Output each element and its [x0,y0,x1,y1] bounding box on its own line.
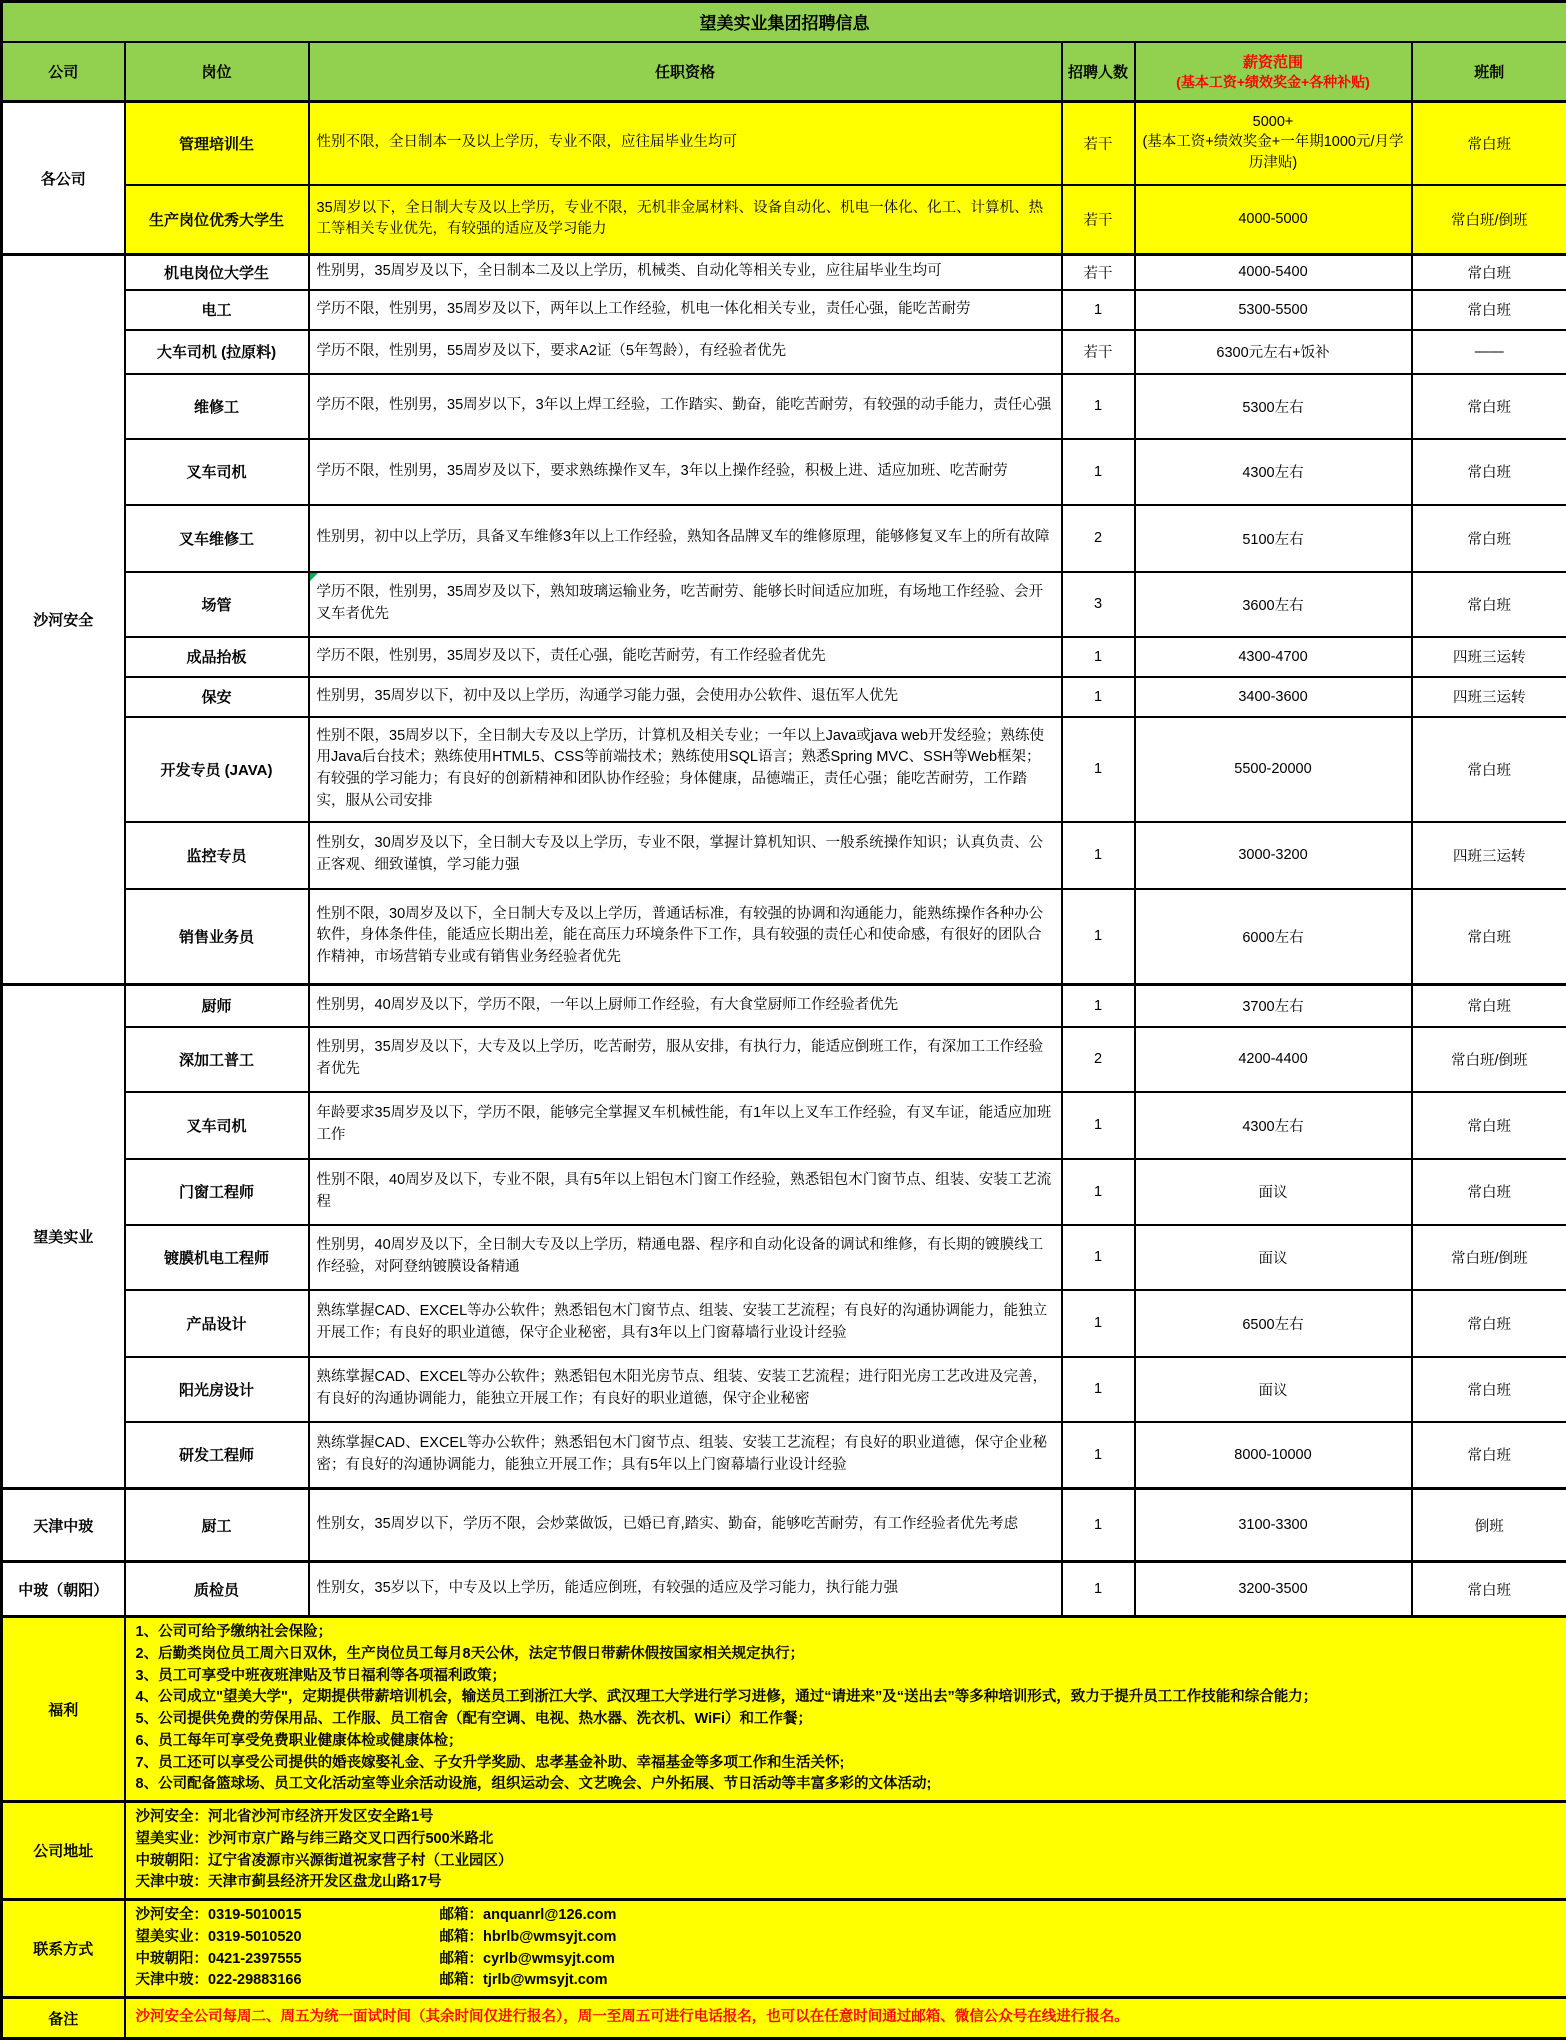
position-cell: 叉车维修工 [125,505,309,572]
salary-cell: 3100-3300 [1135,1489,1412,1562]
qualification-cell: 学历不限，性别男，35周岁及以下，要求熟练操作叉车，3年以上操作经验，积极上进、适应加班、吃苦耐劳 [309,439,1062,505]
welfare-item: 4、公司成立"望美大学"，定期提供带薪培训机会，输送员工到浙江大学、武汉理工大学进行学习进修，通过“请进来”及“送出去”等多种培训形式，致力于提升员工工作技能和综合能力； [136,1687,1557,1709]
salary-cell: 3200-3500 [1135,1562,1412,1617]
position-cell: 叉车司机 [125,1092,309,1159]
headcount-cell: 1 [1062,1357,1135,1422]
job-row [2,1027,1566,1092]
job-row [2,290,1566,330]
job-row [2,889,1566,985]
shift-cell: 常白班 [1412,439,1566,505]
position-cell: 门窗工程师 [125,1159,309,1225]
welfare-item: 3、员工可享受中班夜班津贴及节日福利等各项福利政策； [136,1666,1557,1688]
shift-cell: 常白班 [1412,1562,1566,1617]
sheet-title: 望美实业集团招聘信息 [2,2,1566,42]
contact-email: 邮箱：anquanrl@126.com [440,1907,617,1923]
salary-line2: (基本工资+绩效奖金+一年期1000元/月学历津贴) [1138,130,1409,172]
shift-cell: 常白班 [1412,1357,1566,1422]
headcount-cell: 1 [1062,985,1135,1027]
qualification-cell: 学历不限，性别男，35周岁及以下，责任心强，能吃苦耐劳，有工作经验者优先 [309,637,1062,677]
shift-cell: 常白班 [1412,717,1566,822]
job-row [2,677,1566,717]
salary-cell: 5300-5500 [1135,290,1412,330]
job-row [2,717,1566,822]
job-row [2,102,1566,185]
contact-email: 邮箱：tjrlb@wmsyjt.com [440,1972,608,1988]
job-row [2,1357,1566,1422]
welfare-row [2,1617,1566,1802]
qualification-cell: 学历不限，性别男，35周岁及以下，两年以上工作经验，机电一体化相关专业，责任心强，能吃苦耐劳 [309,290,1062,330]
qualification-cell: 35周岁以下，全日制大专及以上学历，专业不限，无机非金属材料、设备自动化、机电一体化、化工、计算机、热工等相关专业优先，有较强的适应及学习能力 [309,185,1062,255]
job-row [2,439,1566,505]
position-cell: 深加工普工 [125,1027,309,1092]
qualification-cell: 性别不限，35周岁以下，全日制大专及以上学历，计算机及相关专业；一年以上Java或java web开发经验；熟练使用Java后台技术；熟练使用HTML5、CSS等前端技术；熟练使用SQL语言；熟悉Spring MVC、SSH等Web框架；有较强的学习能力；有良好的创新精神和团队协作经验；身体健康，品德端正，责任心强；能吃苦耐劳，工作踏实，服从公司安排 [309,717,1062,822]
position-cell: 保安 [125,677,309,717]
job-row [2,1092,1566,1159]
col-header-headcount: 招聘人数 [1062,42,1135,102]
salary-header-line1: 薪资范围 [1136,51,1411,72]
salary-cell: 3000-3200 [1135,822,1412,889]
qualification-cell: 性别不限，40周岁及以下，专业不限，具有5年以上铝包木门窗工作经验，熟悉铝包木门窗节点、组装、安装工艺流程 [309,1159,1062,1225]
contact-email: 邮箱：cyrlb@wmsyjt.com [440,1951,615,1967]
qualification-cell: 性别女，35岁以下，中专及以上学历，能适应倒班，有较强的适应及学习能力，执行能力强 [309,1562,1062,1617]
job-row [2,330,1566,374]
col-header-shift: 班制 [1412,42,1566,102]
headcount-cell: 1 [1062,1225,1135,1290]
qualification-cell: 性别男，40周岁及以下，学历不限，一年以上厨师工作经验，有大食堂厨师工作经验者优先 [309,985,1062,1027]
shift-cell: 常白班 [1412,374,1566,439]
salary-header-line2: (基本工资+绩效奖金+各种补贴) [1136,72,1411,92]
qualification-cell: 性别男，35周岁以下，初中及以上学历，沟通学习能力强，会使用办公软件、退伍军人优先 [309,677,1062,717]
contact-row [2,1900,1566,1998]
welfare-item: 8、公司配备篮球场、员工文化活动室等业余活动设施，组织运动会、文艺晚会、户外拓展、节日活动等丰富多彩的文体活动; [136,1774,1557,1796]
qualification-cell: 性别男，初中以上学历，具备叉车维修3年以上工作经验，熟知各品牌叉车的维修原理，能够修复叉车上的所有故障 [309,505,1062,572]
headcount-cell: 2 [1062,1027,1135,1092]
welfare-item: 2、后勤类岗位员工周六日双休，生产岗位员工每月8天公休，法定节假日带薪休假按国家相关规定执行； [136,1644,1557,1666]
qualification-text: 学历不限，性别男，35周岁及以下，熟知玻璃运输业务，吃苦耐劳、能够长时间适应加班，有场地工作经验、会开叉车者优先 [317,584,1044,622]
welfare-item: 5、公司提供免费的劳保用品、工作服、员工宿舍（配有空调、电视、热水器、洗衣机、WiFi）和工作餐； [136,1709,1557,1731]
salary-cell: 4300左右 [1135,1092,1412,1159]
headcount-cell: 若干 [1062,185,1135,255]
salary-cell: 5100左右 [1135,505,1412,572]
position-cell: 研发工程师 [125,1422,309,1489]
contact-phone: 望美实业：0319-5010520 [136,1927,436,1949]
shift-cell: 倒班 [1412,1489,1566,1562]
salary-cell: 3400-3600 [1135,677,1412,717]
shift-cell: —— [1412,330,1566,374]
header-row [2,42,1566,102]
col-header-position: 岗位 [125,42,309,102]
salary-cell: 6300元左右+饭补 [1135,330,1412,374]
salary-cell: 4200-4400 [1135,1027,1412,1092]
salary-cell: 8000-10000 [1135,1422,1412,1489]
headcount-cell: 1 [1062,290,1135,330]
headcount-cell: 2 [1062,505,1135,572]
qualification-cell: 性别男，35周岁及以下，全日制本二及以上学历，机械类、自动化等相关专业，应往届毕业生均可 [309,255,1062,290]
position-cell: 生产岗位优秀大学生 [125,185,309,255]
headcount-cell: 1 [1062,677,1135,717]
job-row [2,1290,1566,1357]
contact-label: 联系方式 [2,1900,125,1998]
position-cell: 阳光房设计 [125,1357,309,1422]
welfare-item: 7、员工还可以享受公司提供的婚丧嫁娶礼金、子女升学奖励、忠孝基金补助、幸福基金等多项工作和生活关怀; [136,1753,1557,1775]
job-row [2,1422,1566,1489]
headcount-cell: 1 [1062,1092,1135,1159]
headcount-cell: 若干 [1062,255,1135,290]
address-row [2,1802,1566,1900]
contact-line [136,1949,1557,1971]
qualification-cell: 学历不限，性别男，55周岁及以下，要求A2证（5年驾龄），有经验者优先 [309,330,1062,374]
job-row [2,822,1566,889]
position-cell: 质检员 [125,1562,309,1617]
welfare-content [125,1617,1566,1802]
headcount-cell: 1 [1062,889,1135,985]
contact-line [136,1970,1557,1992]
salary-cell: 4300-4700 [1135,637,1412,677]
position-cell: 大车司机 (拉原料) [125,330,309,374]
qualification-cell: 性别不限，30周岁及以下，全日制大专及以上学历，普通话标准，有较强的协调和沟通能力，能熟练操作各种办公软件，身体条件佳，能适应长期出差，能在高压力环境条件下工作，具有较强的责任心和使命感，有很好的团队合作精神，市场营销专业或有销售业务经验者优先 [309,889,1062,985]
shift-cell: 四班三运转 [1412,637,1566,677]
salary-cell: 面议 [1135,1357,1412,1422]
contact-line [136,1927,1557,1949]
shift-cell: 常白班 [1412,1290,1566,1357]
company-cell-all: 各公司 [2,102,125,255]
position-cell: 场管 [125,572,309,637]
title-row [2,2,1566,42]
job-row [2,505,1566,572]
contact-phone: 中玻朝阳：0421-2397555 [136,1949,436,1971]
qualification-cell: 熟练掌握CAD、EXCEL等办公软件；熟悉铝包木阳光房节点、组装、安装工艺流程；进行阳光房工艺改进及完善，有良好的沟通协调能力，能独立开展工作；有良好的职业道德，保守企业秘密 [309,1357,1062,1422]
headcount-cell: 若干 [1062,330,1135,374]
shift-cell: 四班三运转 [1412,677,1566,717]
position-cell: 电工 [125,290,309,330]
qualification-cell: 熟练掌握CAD、EXCEL等办公软件；熟悉铝包木门窗节点、组装、安装工艺流程；有良好的职业道德，保守企业秘密；有良好的沟通协调能力，能独立开展工作；具有5年以上门窗幕墙行业设计经验 [309,1422,1062,1489]
position-cell: 厨工 [125,1489,309,1562]
welfare-label: 福利 [2,1617,125,1802]
position-cell: 机电岗位大学生 [125,255,309,290]
address-line: 中玻朝阳：辽宁省凌源市兴源街道祝家营子村（工业园区） [136,1851,1557,1873]
salary-cell: 4000-5000 [1135,185,1412,255]
job-row [2,1489,1566,1562]
position-cell: 叉车司机 [125,439,309,505]
shift-cell: 常白班 [1412,255,1566,290]
salary-cell: 5300左右 [1135,374,1412,439]
contact-email: 邮箱：hbrlb@wmsyjt.com [440,1929,617,1945]
headcount-cell: 1 [1062,822,1135,889]
shift-cell: 四班三运转 [1412,822,1566,889]
col-header-salary [1135,42,1412,102]
address-line: 望美实业：沙河市京广路与纬三路交叉口西行500米路北 [136,1829,1557,1851]
col-header-qualification: 任职资格 [309,42,1062,102]
col-header-company: 公司 [2,42,125,102]
contact-phone: 沙河安全：0319-5010015 [136,1905,436,1927]
qualification-cell [309,572,1062,637]
position-cell: 管理培训生 [125,102,309,185]
headcount-cell: 1 [1062,1290,1135,1357]
shift-cell: 常白班 [1412,889,1566,985]
position-cell: 维修工 [125,374,309,439]
welfare-item: 6、员工每年可享受免费职业健康体检或健康体检； [136,1731,1557,1753]
contact-phone: 天津中玻：022-29883166 [136,1970,436,1992]
headcount-cell: 1 [1062,439,1135,505]
shift-cell: 常白班/倒班 [1412,1225,1566,1290]
contact-content [125,1900,1566,1998]
address-label: 公司地址 [2,1802,125,1900]
job-row [2,985,1566,1027]
qualification-cell: 性别男，35周岁及以下，大专及以上学历，吃苦耐劳，服从安排，有执行力，能适应倒班工作，有深加工工作经验者优先 [309,1027,1062,1092]
shift-cell: 常白班 [1412,1422,1566,1489]
shift-cell: 常白班 [1412,1159,1566,1225]
shift-cell: 常白班 [1412,1092,1566,1159]
salary-line1: 5000+ [1138,114,1409,130]
position-cell: 产品设计 [125,1290,309,1357]
note-label: 备注 [2,1998,125,2039]
salary-cell: 6000左右 [1135,889,1412,985]
job-row [2,185,1566,255]
headcount-cell: 1 [1062,1562,1135,1617]
qualification-cell: 性别不限，全日制本一及以上学历，专业不限，应往届毕业生均可 [309,102,1062,185]
company-cell-shahe: 沙河安全 [2,255,125,985]
job-row [2,255,1566,290]
salary-cell: 4300左右 [1135,439,1412,505]
job-row [2,572,1566,637]
address-content [125,1802,1566,1900]
qualification-cell: 性别女，35周岁以下，学历不限，会炒菜做饭，已婚已育,踏实、勤奋，能够吃苦耐劳，有工作经验者优先考虑 [309,1489,1062,1562]
comment-marker-icon [310,573,318,581]
job-row [2,1225,1566,1290]
job-row [2,637,1566,677]
contact-line [136,1905,1557,1927]
headcount-cell: 1 [1062,637,1135,677]
qualification-cell: 性别女，30周岁及以下，全日制大专及以上学历，专业不限，掌握计算机知识、一般系统操作知识；认真负责、公正客观、细致谨慎，学习能力强 [309,822,1062,889]
shift-cell: 常白班 [1412,102,1566,185]
note-row [2,1998,1566,2039]
welfare-item: 1、公司可给予缴纳社会保险； [136,1622,1557,1644]
address-line: 天津中玻：天津市蓟县经济开发区盘龙山路17号 [136,1872,1557,1894]
shift-cell: 常白班/倒班 [1412,1027,1566,1092]
salary-cell: 面议 [1135,1225,1412,1290]
job-row [2,1159,1566,1225]
shift-cell: 常白班 [1412,505,1566,572]
position-cell: 镀膜机电工程师 [125,1225,309,1290]
position-cell: 成品抬板 [125,637,309,677]
qualification-cell: 熟练掌握CAD、EXCEL等办公软件；熟悉铝包木门窗节点、组装、安装工艺流程；有良好的沟通协调能力，能独立开展工作；有良好的职业道德，保守企业秘密，具有3年以上门窗幕墙行业设计经验 [309,1290,1062,1357]
shift-cell: 常白班/倒班 [1412,185,1566,255]
headcount-cell: 1 [1062,374,1135,439]
qualification-cell: 年龄要求35周岁及以下，学历不限，能够完全掌握叉车机械性能，有1年以上叉车工作经验，有叉车证，能适应加班工作 [309,1092,1062,1159]
position-cell: 销售业务员 [125,889,309,985]
shift-cell: 常白班 [1412,572,1566,637]
company-cell-chaoyang: 中玻（朝阳） [2,1562,125,1617]
company-cell-wangmei: 望美实业 [2,985,125,1489]
headcount-cell: 3 [1062,572,1135,637]
position-cell: 监控专员 [125,822,309,889]
salary-cell: 面议 [1135,1159,1412,1225]
headcount-cell: 1 [1062,717,1135,822]
salary-cell: 6500左右 [1135,1290,1412,1357]
qualification-cell: 学历不限，性别男，35周岁以下，3年以上焊工经验，工作踏实、勤奋，能吃苦耐劳，有较强的动手能力，责任心强 [309,374,1062,439]
headcount-cell: 若干 [1062,102,1135,185]
company-cell-tianjin: 天津中玻 [2,1489,125,1562]
position-cell: 开发专员 (JAVA) [125,717,309,822]
salary-cell [1135,102,1412,185]
salary-cell: 3700左右 [1135,985,1412,1027]
salary-cell: 4000-5400 [1135,255,1412,290]
qualification-cell: 性别男，40周岁及以下，全日制大专及以上学历，精通电器、程序和自动化设备的调试和维修，有长期的镀膜线工作经验，对阿登纳镀膜设备精通 [309,1225,1062,1290]
address-line: 沙河安全：河北省沙河市经济开发区安全路1号 [136,1807,1557,1829]
salary-cell: 5500-20000 [1135,717,1412,822]
note-content: 沙河安全公司每周二、周五为统一面试时间（其余时间仅进行报名），周一至周五可进行电话报名，也可以在任意时间通过邮箱、微信公众号在线进行报名。 [125,1998,1566,2039]
shift-cell: 常白班 [1412,290,1566,330]
position-cell: 厨师 [125,985,309,1027]
headcount-cell: 1 [1062,1159,1135,1225]
headcount-cell: 1 [1062,1422,1135,1489]
job-row [2,374,1566,439]
job-row [2,1562,1566,1617]
shift-cell: 常白班 [1412,985,1566,1027]
headcount-cell: 1 [1062,1489,1135,1562]
salary-cell: 3600左右 [1135,572,1412,637]
